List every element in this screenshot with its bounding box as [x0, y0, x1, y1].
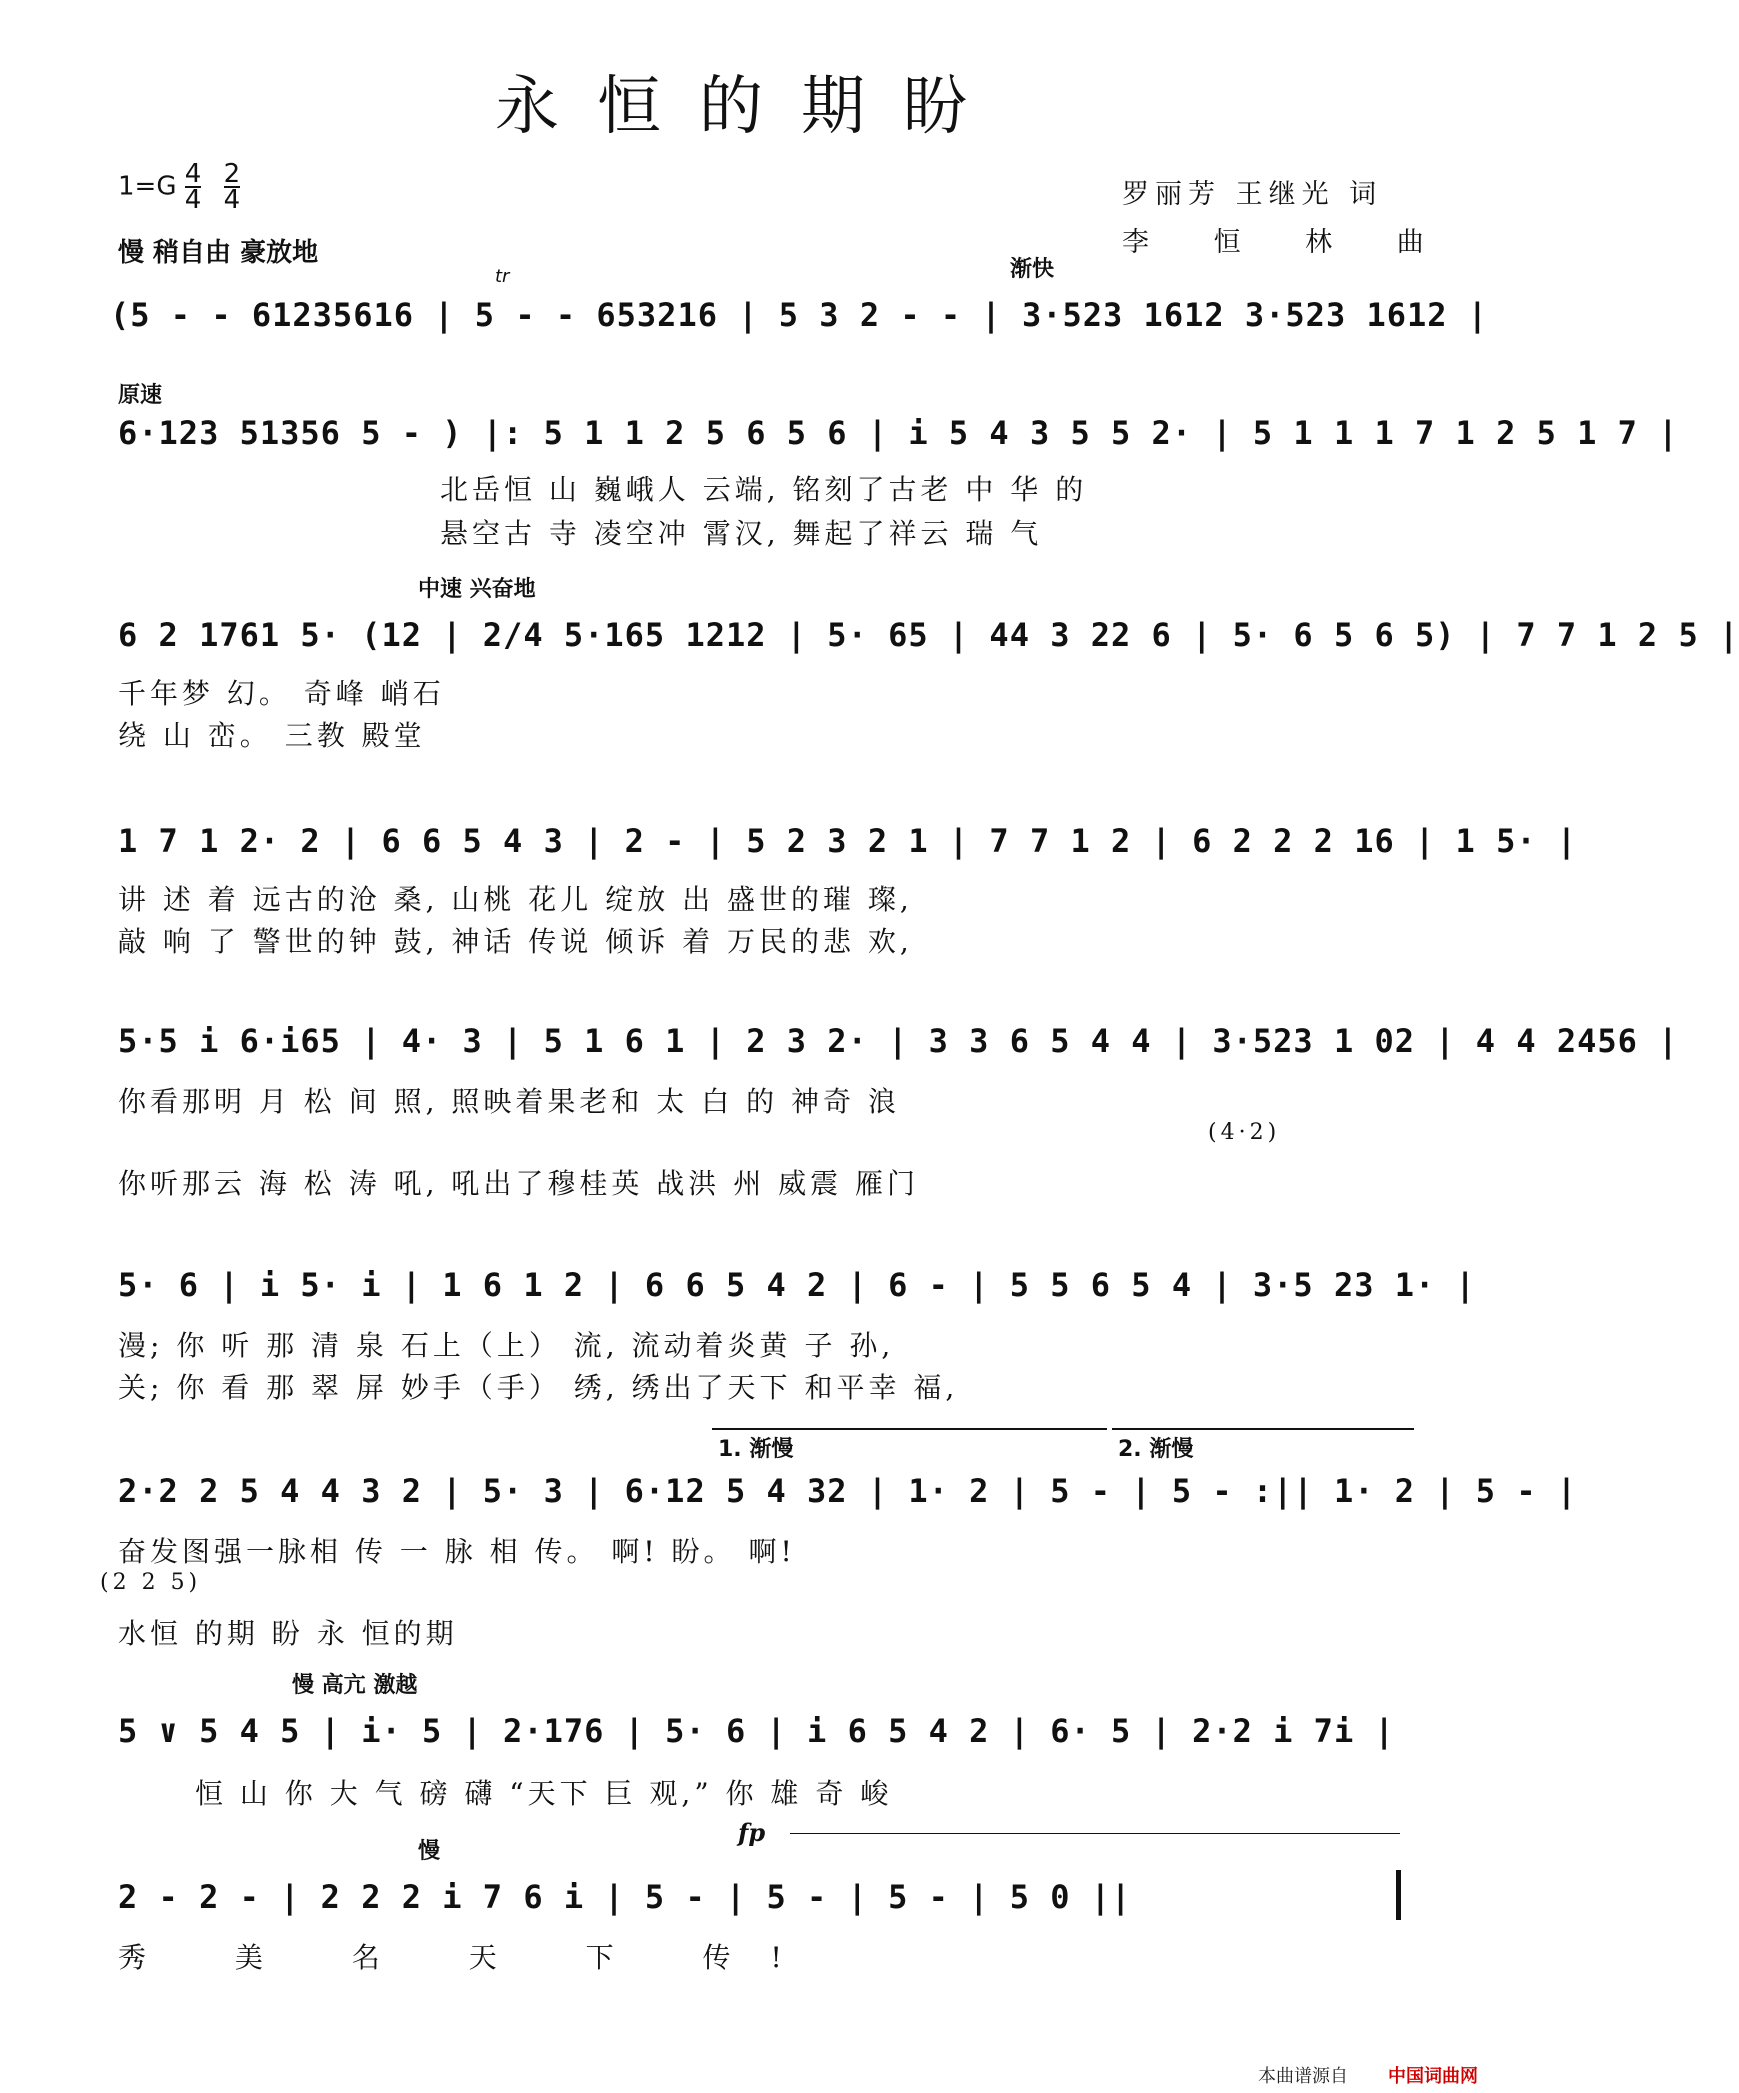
- lyric-line: 你听那云 海 松 涛 吼, 吼出了穆桂英 战洪 州 威震 雁门: [118, 1167, 920, 1200]
- lyric-line: 千年梦 幻。 奇峰 峭石: [118, 677, 445, 710]
- notation-line: 1 7 1 2· 2 | 6 6 5 4 3 | 2 - | 5 2 3 2 1 | 7 7 1 2 | 6 2 2 2 16 | 1 5· |: [118, 822, 1578, 860]
- alt-notes: (4·2): [1208, 1120, 1281, 1145]
- volta-1: 1. 渐慢: [718, 1437, 794, 1462]
- trill-ornament: tr: [495, 266, 510, 287]
- lyric-line: 悬空古 寺 凌空冲 霄汉, 舞起了祥云 瑞 气: [440, 517, 1043, 550]
- lyric-line: 秀 美 名 天 下 传!: [118, 1941, 822, 1974]
- lyricist: 罗丽芳 王继光 词: [1122, 179, 1383, 210]
- expression-mark: 慢 稍自由 豪放地: [118, 238, 319, 268]
- notation-line: 2·2 2 5 4 4 3 2 | 5· 3 | 6·12 5 4 32 | 1· 2 | 5 - | 5 - :|| 1· 2 | 5 - |: [118, 1472, 1578, 1510]
- meter-1: $\frac{4}{4}$: [184, 159, 202, 215]
- volta-2: 2. 渐慢: [1118, 1437, 1194, 1462]
- lyric-line: 北岳恒 山 巍峨人 云端, 铭刻了古老 中 华 的: [440, 473, 1088, 506]
- lyric-line: 奋发图强一脉相 传 一 脉 相 传。 啊! 盼。 啊!: [118, 1535, 796, 1568]
- lyric-line: 漫; 你 听 那 清 泉 石上（上） 流, 流动着炎黄 子 孙,: [118, 1329, 895, 1362]
- notation-line: 6·123 51356 5 - ) |: 5 1 1 2 5 6 5 6 | i 5 4 3 5 5 2· | 5 1 1 1 7 1 2 5 1 7 |: [118, 414, 1679, 452]
- tempo-mark: 原速: [118, 383, 163, 408]
- footer-source: 本曲谱源自: [1258, 2066, 1348, 2087]
- tempo-mark: 慢 高亢 激越: [292, 1673, 418, 1698]
- tempo-mark: 慢: [418, 1839, 441, 1864]
- lyric-line: 你看那明 月 松 间 照, 照映着果老和 太 白 的 神奇 浪: [118, 1085, 900, 1118]
- composer: 李 恒 林 曲: [1122, 227, 1452, 258]
- notation-line: 2 - 2 - | 2 2 2 i 7 6 i | 5 - | 5 - | 5 - | 5 0 ||: [118, 1878, 1132, 1916]
- tempo-mark: 中速 兴奋地: [418, 577, 536, 602]
- song-title: 永恒的期盼: [495, 70, 1005, 144]
- key: 1=G: [118, 171, 177, 202]
- notation-line: 5 ∨ 5 4 5 | i· 5 | 2·176 | 5· 6 | i 6 5 4 2 | 6· 5 | 2·2 i 7i |: [118, 1712, 1395, 1750]
- dynamic-mark: fp: [738, 1818, 766, 1847]
- tempo-mark: 渐快: [1010, 257, 1055, 282]
- footer-site-link[interactable]: 中国词曲网: [1388, 2066, 1478, 2087]
- key-signature: [118, 159, 241, 215]
- notation-line: 5·5 i 6·i65 | 4· 3 | 5 1 6 1 | 2 3 2· | 3 3 6 5 4 4 | 3·523 1 02 | 4 4 2456 |: [118, 1022, 1679, 1060]
- alt-notes: (2 2 5): [100, 1570, 202, 1595]
- notation-line: 6 2 1761 5· (12 | 2/4 5·165 1212 | 5· 65 | 44 3 22 6 | 5· 6 5 6 5) | 7 7 1 2 5 |: [118, 616, 1739, 654]
- lyric-line: 敲 响 了 警世的钟 鼓, 神话 传说 倾诉 着 万民的悲 欢,: [118, 925, 913, 958]
- lyric-line: 水恒 的期 盼 永 恒的期: [118, 1617, 458, 1650]
- lyric-line: 关; 你 看 那 翠 屏 妙手（手） 绣, 绣出了天下 和平幸 福,: [118, 1371, 959, 1404]
- lyric-line: 绕 山 峦。 三教 殿堂: [118, 719, 426, 752]
- notation-line: (5 - - 61235616 | 5 - - 653216 | 5 3 2 - - | 3·523 1612 3·523 1612 |: [110, 296, 1489, 334]
- lyric-line: 恒 山 你 大 气 磅 礴 “天下 巨 观,” 你 雄 奇 峻: [195, 1777, 893, 1810]
- meter-2: $\frac{2}{4}$: [223, 159, 241, 215]
- notation-line: 5· 6 | i 5· i | 1 6 1 2 | 6 6 5 4 2 | 6 - | 5 5 6 5 4 | 3·5 23 1· |: [118, 1266, 1476, 1304]
- lyric-line: 讲 述 着 远古的沧 桑, 山桃 花儿 绽放 出 盛世的璀 璨,: [118, 883, 913, 916]
